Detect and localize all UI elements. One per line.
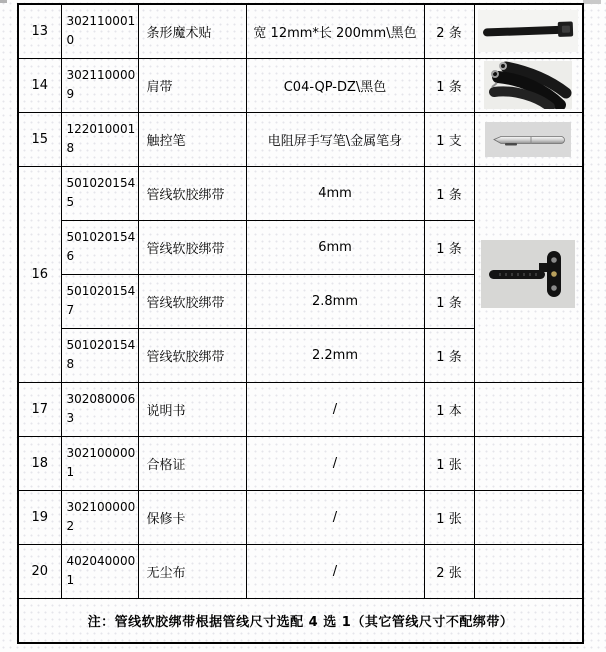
- serial-cell: 18: [18, 436, 61, 490]
- image-cell: [474, 112, 583, 166]
- qty-cell: 1 本: [424, 382, 474, 436]
- name-cell: 管线软胶绑带: [138, 328, 246, 382]
- name-cell: 说明书: [138, 382, 246, 436]
- table-row: [18, 436, 583, 490]
- qty-cell: 1 条: [424, 220, 474, 274]
- shoulder-strap-photo: [484, 61, 572, 109]
- spec-cell: 6mm: [246, 220, 424, 274]
- table-row: [18, 4, 583, 58]
- name-cell: 保修卡: [138, 490, 246, 544]
- code-cell: 5010201545: [61, 166, 138, 220]
- empty-image-cell: [474, 544, 583, 598]
- qty-cell: 1 条: [424, 58, 474, 112]
- spec-cell: 电阻屏手写笔\金属笔身: [246, 112, 424, 166]
- code-cell: 1220100018: [61, 112, 138, 166]
- table-row: [18, 544, 583, 598]
- code-cell: 5010201548: [61, 328, 138, 382]
- table-row: [18, 166, 583, 220]
- spec-cell: C04-QP-DZ\黑色: [246, 58, 424, 112]
- qty-cell: 1 条: [424, 274, 474, 328]
- note-cell: 注：管线软胶绑带根据管线尺寸选配 4 选 1（其它管线尺寸不配绑带）: [18, 598, 583, 643]
- name-cell: 无尘布: [138, 544, 246, 598]
- spec-cell: /: [246, 490, 424, 544]
- code-cell: 4020400001: [61, 544, 138, 598]
- code-cell: 5010201547: [61, 274, 138, 328]
- name-cell: 条形魔术贴: [138, 4, 246, 58]
- cable-tie-photo: [481, 240, 575, 308]
- serial-cell: 17: [18, 382, 61, 436]
- spec-cell: /: [246, 436, 424, 490]
- name-cell: 肩带: [138, 58, 246, 112]
- code-cell: 3021100010: [61, 4, 138, 58]
- qty-cell: 2 张: [424, 544, 474, 598]
- code-cell: 3021100009: [61, 58, 138, 112]
- code-cell: 3021000002: [61, 490, 138, 544]
- empty-image-cell: [474, 382, 583, 436]
- table-note-row: [18, 598, 583, 643]
- empty-image-cell: [474, 436, 583, 490]
- parts-table: [17, 3, 584, 644]
- serial-cell: 13: [18, 4, 61, 58]
- table-row: [18, 382, 583, 436]
- qty-cell: 2 条: [424, 4, 474, 58]
- name-cell: 管线软胶绑带: [138, 274, 246, 328]
- qty-cell: 1 张: [424, 436, 474, 490]
- qty-cell: 1 条: [424, 166, 474, 220]
- table-row: [18, 58, 583, 112]
- spec-cell: 4mm: [246, 166, 424, 220]
- spec-cell: 2.8mm: [246, 274, 424, 328]
- spec-cell: /: [246, 544, 424, 598]
- image-cell: [474, 4, 583, 58]
- serial-cell: 19: [18, 490, 61, 544]
- code-cell: 3020800063: [61, 382, 138, 436]
- code-cell: 5010201546: [61, 220, 138, 274]
- qty-cell: 1 条: [424, 328, 474, 382]
- spec-cell: 宽 12mm*长 200mm\黑色: [246, 4, 424, 58]
- table-row: [18, 112, 583, 166]
- serial-cell: 15: [18, 112, 61, 166]
- crop-artifact-right: [583, 0, 601, 4]
- image-cell: [474, 166, 583, 382]
- serial-cell: 14: [18, 58, 61, 112]
- name-cell: 触控笔: [138, 112, 246, 166]
- qty-cell: 1 张: [424, 490, 474, 544]
- qty-cell: 1 支: [424, 112, 474, 166]
- table-row: [18, 490, 583, 544]
- serial-cell: 16: [18, 166, 61, 382]
- name-cell: 管线软胶绑带: [138, 166, 246, 220]
- stylus-pen-photo: [485, 122, 571, 157]
- crop-artifact-left: [0, 0, 7, 3]
- velcro-strap-photo: [478, 8, 578, 54]
- name-cell: 合格证: [138, 436, 246, 490]
- image-cell: [474, 58, 583, 112]
- spec-cell: 2.2mm: [246, 328, 424, 382]
- serial-cell: 20: [18, 544, 61, 598]
- empty-image-cell: [474, 490, 583, 544]
- name-cell: 管线软胶绑带: [138, 220, 246, 274]
- code-cell: 3021000001: [61, 436, 138, 490]
- spec-cell: /: [246, 382, 424, 436]
